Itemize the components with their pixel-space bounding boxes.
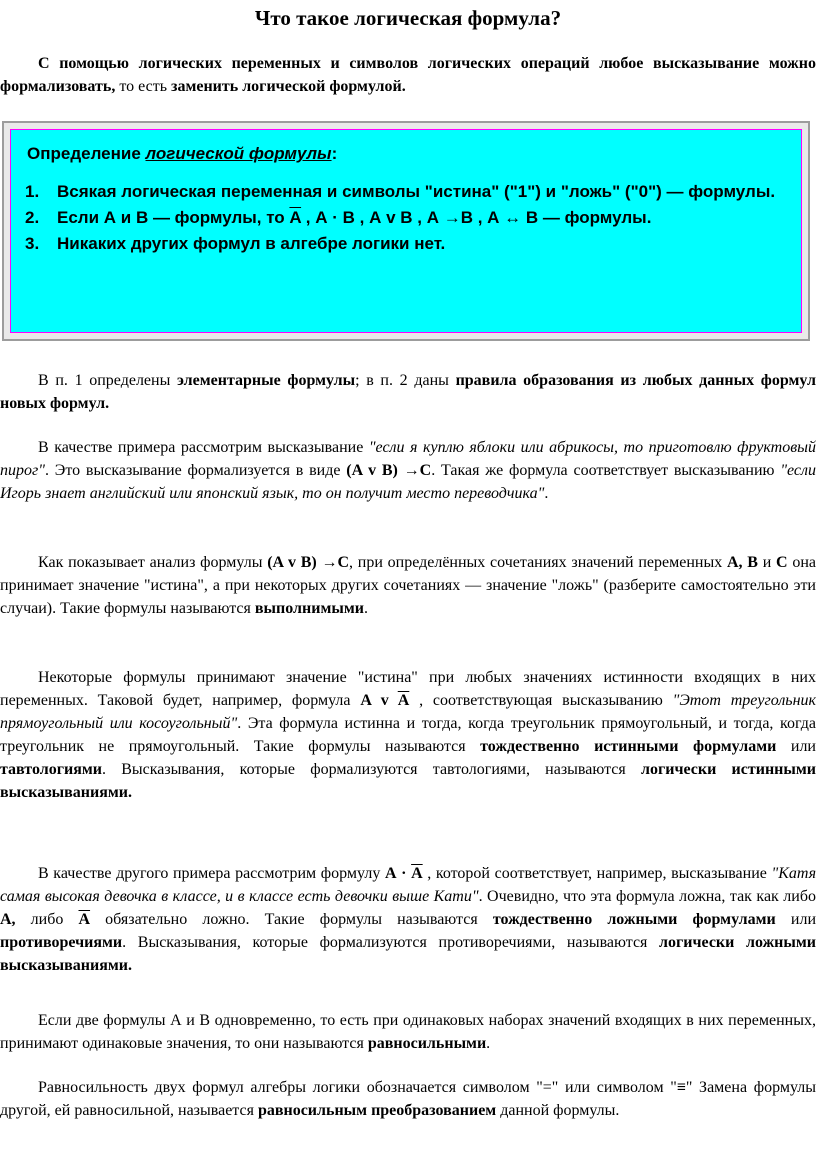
paragraph-1 — [0, 369, 816, 415]
text: . Такая же формула соответствует высказыванию — [431, 462, 781, 479]
text: . Это высказывание формализуется в виде — [44, 462, 347, 479]
variables: A, B — [726, 554, 758, 571]
text: , соответствующая высказыванию — [409, 692, 673, 709]
bold-term: тождественно истинными формулами — [480, 738, 777, 755]
text: , при определённых сочетаниях значений переменных — [349, 554, 727, 571]
text: данной формулы. — [496, 1102, 620, 1119]
definition-box-inner — [10, 129, 802, 333]
definition-list — [25, 180, 795, 258]
paragraph-5 — [0, 862, 816, 977]
italic-quote: "если я куплю яблоки или абрикосы, то приготовлю фруктовый пирог" — [0, 439, 816, 479]
definition-item-number: 3. — [25, 234, 40, 253]
text: . — [363, 600, 368, 617]
negation-a-symbol: $\overline{A}$ — [411, 865, 423, 882]
definition-item-2 — [25, 206, 795, 229]
definition-heading — [27, 144, 337, 164]
italic-quote: "Этот треугольник прямоугольный или косоугольный" — [0, 692, 816, 732]
definition-item-formulas: , А · В , А v В , А →В , А ↔ В — формулы. — [301, 208, 652, 227]
text: В п. 1 определены — [38, 372, 178, 389]
definition-item-1 — [25, 180, 795, 203]
text: Как показывает анализ формулы — [38, 554, 268, 571]
text: либо — [15, 911, 79, 928]
text: Равносильность двух формул алгебры логики обозначается символом "=" или символом " — [38, 1079, 677, 1096]
intro-paragraph — [0, 52, 816, 98]
definition-heading-prefix: Определение — [27, 144, 146, 163]
text: , которой соответствует, например, высказывание — [422, 865, 772, 882]
paragraph-2 — [0, 436, 816, 505]
definition-heading-term: логической формулы — [145, 144, 332, 163]
definition-box — [2, 121, 810, 341]
text: . — [544, 485, 549, 502]
text: и — [757, 554, 777, 571]
bold-term: тавтологиями — [0, 761, 102, 778]
variable: C — [776, 554, 788, 571]
italic-quote: "если Игорь знает английский или японский язык, то он получит место переводчика" — [0, 462, 816, 502]
paragraph-3 — [0, 551, 816, 620]
formula: A v — [360, 692, 398, 709]
bold-term: правила образования из любых данных формул новых формул. — [0, 372, 816, 412]
italic-quote: "Катя самая высокая девочка в классе, и в классе есть девочки выше Кати" — [0, 865, 816, 905]
bold-term: логически истинными высказываниями. — [0, 761, 816, 801]
text: В качестве другого примера рассмотрим формулу — [38, 865, 385, 882]
definition-item-text: Если А и В — формулы, то — [57, 208, 290, 227]
equivalence-symbol: ≡ — [676, 1079, 686, 1096]
text: " Замена формулы другой, ей равносильной, называется — [0, 1079, 816, 1119]
negation-a-symbol: $\overline{A}$ — [289, 208, 302, 227]
text: . Очевидно, что эта формула ложна, так как либо — [478, 888, 816, 905]
formula: А · — [384, 865, 412, 882]
definition-item-number: 1. — [25, 182, 40, 201]
intro-bold-1: С помощью логических переменных и символов логических операций любое высказывание можно формализовать, — [0, 55, 816, 95]
page-title: Что такое логическая формула? — [254, 6, 562, 30]
text: . — [486, 1035, 491, 1052]
definition-item-text: Всякая логическая переменная и символы "истина" ("1") и "ложь" ("0") — формулы. — [57, 182, 776, 201]
bold-term: выполнимыми — [254, 600, 364, 617]
definition-heading-colon: : — [331, 144, 338, 163]
text: Если две формулы А и В одновременно, то есть при одинаковых наборах значений входящих в них переменных, принимают одинаковые значения, то они называются — [0, 1012, 816, 1052]
text: она принимает значение "истина", а при некоторых других сочетаниях — значение "ложь" (разберите самостоятельно эти случаи). Такие формулы называются — [0, 554, 816, 617]
definition-item-3 — [25, 232, 795, 255]
text: . Высказывания, которые формализуются тавтологиями, называются — [101, 761, 641, 778]
text: или — [775, 911, 816, 928]
text: . Высказывания, которые формализуются противоречиями, называются — [122, 934, 660, 951]
formula: (A v B) →C — [346, 462, 432, 479]
paragraph-7 — [0, 1076, 816, 1122]
definition-item-number: 2. — [25, 208, 40, 227]
bold-term: равносильным преобразованием — [257, 1102, 497, 1119]
bold-term: логически ложными высказываниями. — [0, 934, 816, 974]
paragraph-6 — [0, 1009, 816, 1055]
text: ; в п. 2 даны — [355, 372, 456, 389]
text: . Эта формула истинна и тогда, когда треугольник прямоугольный, и тогда, когда треугольник не прямоугольный. Такие формулы называются — [0, 715, 816, 755]
text: Некоторые формулы принимают значение "истина" при любых значениях истинности входящих в них переменных. Таковой будет, например, формула — [0, 669, 816, 709]
definition-item-text: Никаких других формул в алгебре логики нет. — [57, 234, 446, 253]
variable: А, — [0, 911, 16, 928]
bold-term: равносильными — [367, 1035, 487, 1052]
bold-term: элементарные формулы — [177, 372, 356, 389]
text: В качестве примера рассмотрим высказывание — [38, 439, 369, 456]
intro-bold-2: заменить логической формулой. — [171, 78, 406, 95]
text: обязательно ложно. Такие формулы называются — [90, 911, 493, 928]
negation-a-symbol: $\overline{A}$ — [397, 692, 410, 709]
paragraph-4 — [0, 666, 816, 804]
bold-term: противоречиями — [0, 934, 123, 951]
text: или — [776, 738, 816, 755]
negation-a-symbol: $\overline{A}$ — [78, 911, 91, 928]
bold-term: тождественно ложными формулами — [492, 911, 776, 928]
intro-plain: то есть — [115, 78, 172, 95]
formula: (A v B) →C — [267, 554, 350, 571]
